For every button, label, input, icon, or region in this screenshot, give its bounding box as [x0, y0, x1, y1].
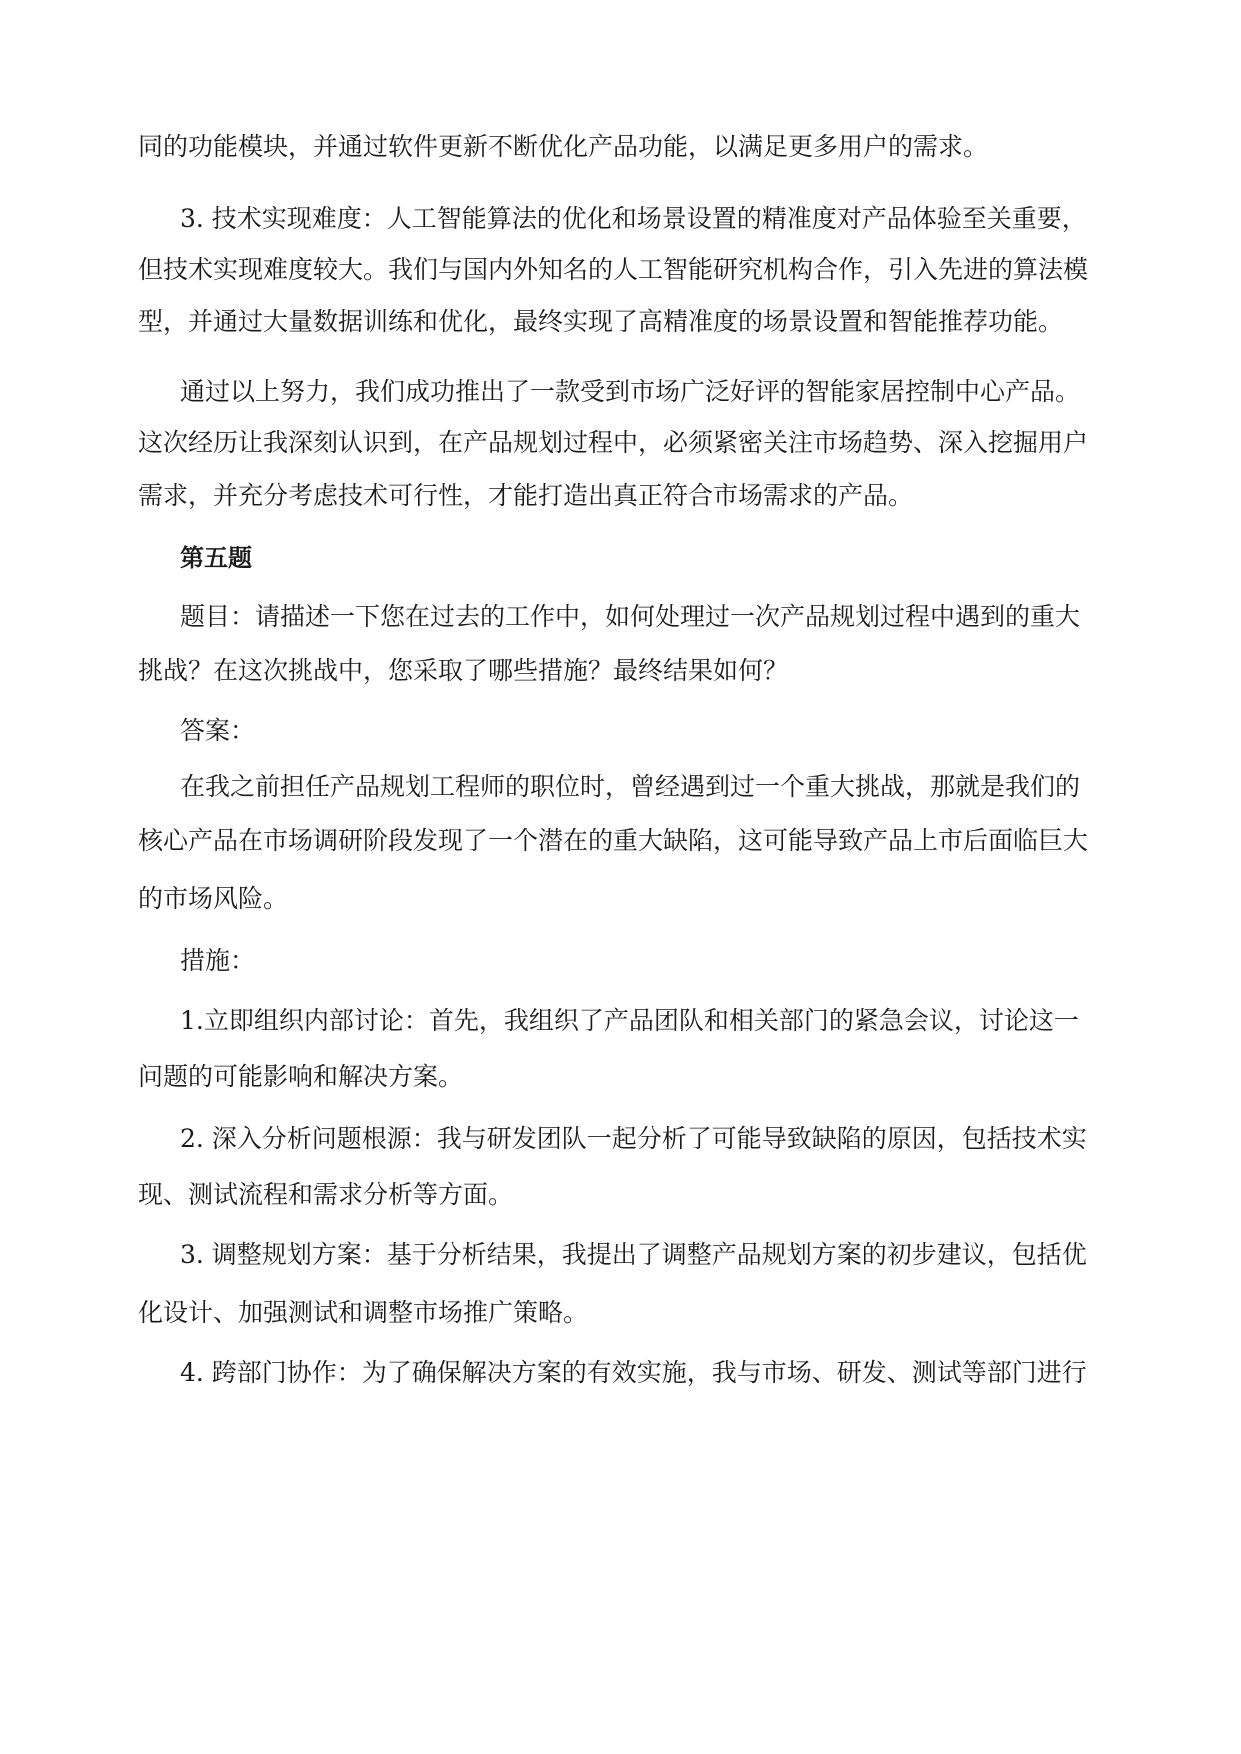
text-line: 但技术实现难度较大。我们与国内外知名的人工智能研究机构合作，引入先进的算法模: [138, 255, 1089, 284]
text-line: 这次经历让我深刻认识到，在产品规划过程中，必须紧密关注市场趋势、深入挖掘用户: [138, 428, 1089, 457]
text-line: 现、测试流程和需求分析等方面。: [138, 1180, 514, 1209]
text-line: 1.立即组织内部讨论：首先，我组织了产品团队和相关部门的紧急会议，讨论这一: [180, 1006, 1079, 1035]
text-line: 通过以上努力，我们成功推出了一款受到市场广泛好评的智能家居控制中心产品。: [180, 377, 1081, 406]
section-heading: 第五题: [180, 544, 252, 572]
text-line: 3. 调整规划方案：基于分析结果，我提出了调整产品规划方案的初步建议，包括优: [180, 1240, 1087, 1269]
text-line: 的市场风险。: [138, 884, 289, 913]
text-line: 措施：: [180, 946, 256, 975]
text-line: 化设计、加强测试和调整市场推广策略。: [138, 1298, 589, 1327]
text-line: 问题的可能影响和解决方案。: [138, 1062, 464, 1091]
text-line: 答案：: [180, 716, 256, 745]
text-line: 3. 技术实现难度：人工智能算法的优化和场景设置的精准度对产品体验至关重要，: [180, 204, 1087, 233]
text-line: 题目：请描述一下您在过去的工作中，如何处理过一次产品规划过程中遇到的重大: [180, 602, 1081, 631]
text-line: 同的功能模块，并通过软件更新不断优化产品功能，以满足更多用户的需求。: [138, 132, 989, 161]
text-line: 挑战？在这次挑战中，您采取了哪些措施？最终结果如何？: [138, 656, 789, 685]
text-line: 核心产品在市场调研阶段发现了一个潜在的重大缺陷，这可能导致产品上市后面临巨大: [138, 826, 1089, 855]
text-line: 2. 深入分析问题根源：我与研发团队一起分析了可能导致缺陷的原因，包括技术实: [180, 1124, 1087, 1153]
text-line: 需求，并充分考虑技术可行性，才能打造出真正符合市场需求的产品。: [138, 481, 914, 510]
text-line: 型，并通过大量数据训练和优化，最终实现了高精准度的场景设置和智能推荐功能。: [138, 307, 1064, 336]
text-line: 在我之前担任产品规划工程师的职位时，曾经遇到过一个重大挑战，那就是我们的: [180, 772, 1081, 801]
text-line: 4. 跨部门协作：为了确保解决方案的有效实施，我与市场、研发、测试等部门进行: [180, 1358, 1087, 1387]
